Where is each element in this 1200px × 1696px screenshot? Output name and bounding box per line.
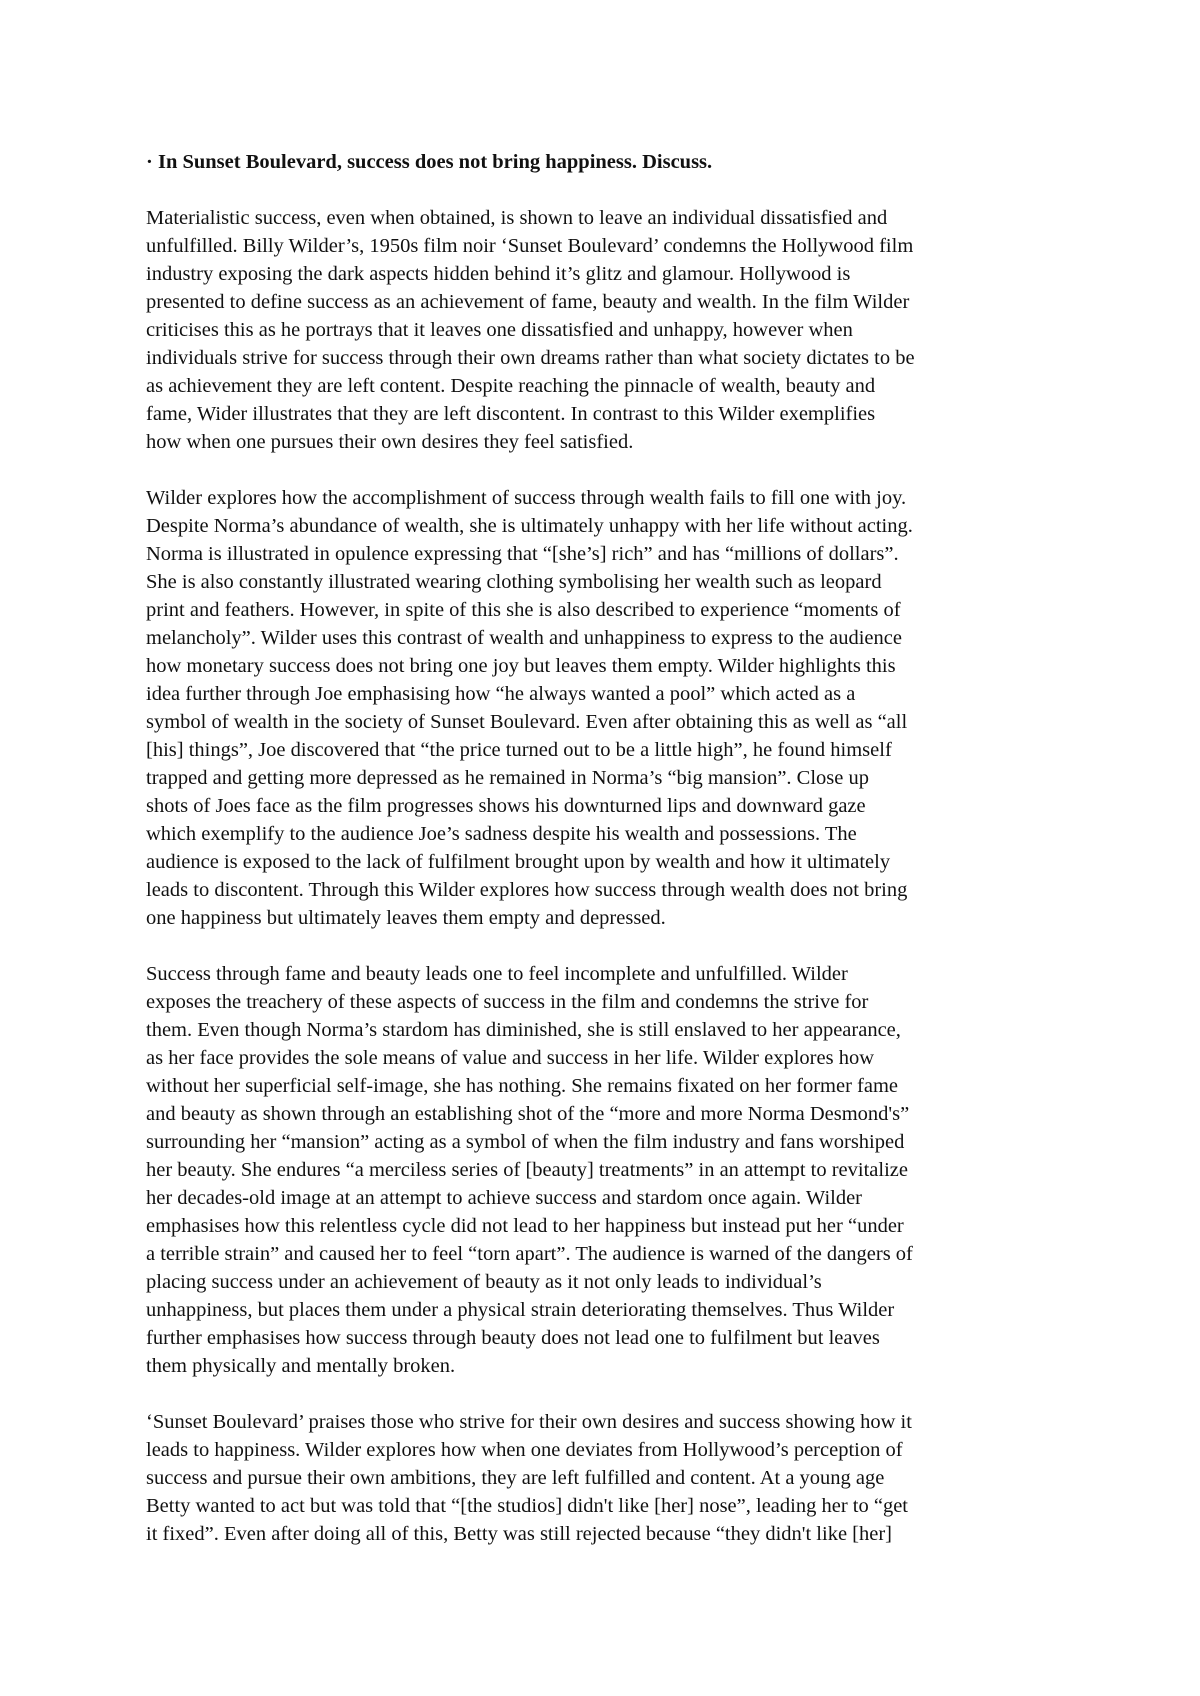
text-line: which exemplify to the audience Joe’s sadness despite his wealth and possessions. The	[146, 823, 857, 845]
text-line: shots of Joes face as the film progresses shows his downturned lips and downward gaze	[146, 795, 866, 817]
text-line: a terrible strain” and caused her to feel “torn apart”. The audience is warned of the dangers of	[146, 1243, 913, 1265]
text-line: unfulfilled. Billy Wilder’s, 1950s film noir ‘Sunset Boulevard’ condemns the Hollywood film	[146, 235, 914, 257]
text-line: it fixed”. Even after doing all of this, Betty was still rejected because “they didn't like [her]	[146, 1523, 892, 1545]
text-line: individuals strive for success through their own dreams rather than what society dictates to be	[146, 347, 915, 369]
text-line: [his] things”, Joe discovered that “the price turned out to be a little high”, he found himself	[146, 739, 892, 761]
text-line: without her superficial self-image, she has nothing. She remains fixated on her former fame	[146, 1075, 898, 1097]
paragraph	[146, 960, 1066, 1380]
text-line: them. Even though Norma’s stardom has diminished, she is still enslaved to her appearance,	[146, 1019, 901, 1041]
text-line: Success through fame and beauty leads one to feel incomplete and unfulfilled. Wilder	[146, 963, 848, 985]
text-line: industry exposing the dark aspects hidden behind it’s glitz and glamour. Hollywood is	[146, 263, 851, 285]
text-line: placing success under an achievement of beauty as it not only leads to individual’s	[146, 1271, 822, 1293]
paragraph	[146, 484, 1066, 932]
text-line: success and pursue their own ambitions, they are left fulfilled and content. At a young age	[146, 1467, 885, 1489]
text-line: presented to define success as an achievement of fame, beauty and wealth. In the film Wilder	[146, 291, 910, 313]
document-body	[146, 148, 1066, 1576]
text-line: Wilder explores how the accomplishment of success through wealth fails to fill one with joy.	[146, 487, 907, 509]
text-line: trapped and getting more depressed as he remained in Norma’s “big mansion”. Close up	[146, 767, 869, 789]
text-line: her decades-old image at an attempt to achieve success and stardom once again. Wilder	[146, 1187, 863, 1209]
text-line: Materialistic success, even when obtained, is shown to leave an individual dissatisfied and	[146, 207, 888, 229]
text-line: criticises this as he portrays that it leaves one dissatisfied and unhappy, however when	[146, 319, 853, 341]
essay-title: · In Sunset Boulevard, success does not bring happiness. Discuss.	[146, 151, 713, 173]
text-line: leads to happiness. Wilder explores how when one deviates from Hollywood’s perception of	[146, 1439, 903, 1461]
text-line: ‘Sunset Boulevard’ praises those who strive for their own desires and success showing how it	[146, 1411, 912, 1433]
text-line: how monetary success does not bring one joy but leaves them empty. Wilder highlights this	[146, 655, 896, 677]
text-line: leads to discontent. Through this Wilder explores how success through wealth does not bring	[146, 879, 908, 901]
text-line: further emphasises how success through beauty does not lead one to fulfilment but leaves	[146, 1327, 880, 1349]
text-line: as her face provides the sole means of value and success in her life. Wilder explores how	[146, 1047, 875, 1069]
text-line: Betty wanted to act but was told that “[the studios] didn't like [her] nose”, leading her to “get	[146, 1495, 908, 1517]
text-line: print and feathers. However, in spite of this she is also described to experience “moments of	[146, 599, 901, 621]
text-line: emphasises how this relentless cycle did not lead to her happiness but instead put her “under	[146, 1215, 904, 1237]
text-line: exposes the treachery of these aspects of success in the film and condemns the strive for	[146, 991, 869, 1013]
paragraph	[146, 204, 1066, 456]
text-line: as achievement they are left content. Despite reaching the pinnacle of wealth, beauty and	[146, 375, 876, 397]
text-line: She is also constantly illustrated wearing clothing symbolising her wealth such as leopard	[146, 571, 882, 593]
text-line: melancholy”. Wilder uses this contrast of wealth and unhappiness to express to the audience	[146, 627, 902, 649]
text-line: and beauty as shown through an establishing shot of the “more and more Norma Desmond's”	[146, 1103, 910, 1125]
text-line: audience is exposed to the lack of fulfilment brought upon by wealth and how it ultimately	[146, 851, 891, 873]
paragraph	[146, 1408, 1066, 1548]
text-line: one happiness but ultimately leaves them empty and depressed.	[146, 907, 666, 929]
text-line: fame, Wider illustrates that they are left discontent. In contrast to this Wilder exemplifies	[146, 403, 876, 425]
text-line: her beauty. She endures “a merciless series of [beauty] treatments” in an attempt to revitalize	[146, 1159, 908, 1181]
text-line: symbol of wealth in the society of Sunset Boulevard. Even after obtaining this as well as “all	[146, 711, 908, 733]
text-line: surrounding her “mansion” acting as a symbol of when the film industry and fans worshiped	[146, 1131, 905, 1153]
text-line: them physically and mentally broken.	[146, 1355, 456, 1377]
text-line: how when one pursues their own desires they feel satisfied.	[146, 431, 634, 453]
text-line: Despite Norma’s abundance of wealth, she is ultimately unhappy with her life without acting.	[146, 515, 913, 537]
text-line: unhappiness, but places them under a physical strain deteriorating themselves. Thus Wilder	[146, 1299, 895, 1321]
text-line: Norma is illustrated in opulence expressing that “[she’s] rich” and has “millions of dollars”.	[146, 543, 899, 565]
essay-paragraphs	[146, 204, 1066, 1548]
text-line: idea further through Joe emphasising how “he always wanted a pool” which acted as a	[146, 683, 856, 705]
